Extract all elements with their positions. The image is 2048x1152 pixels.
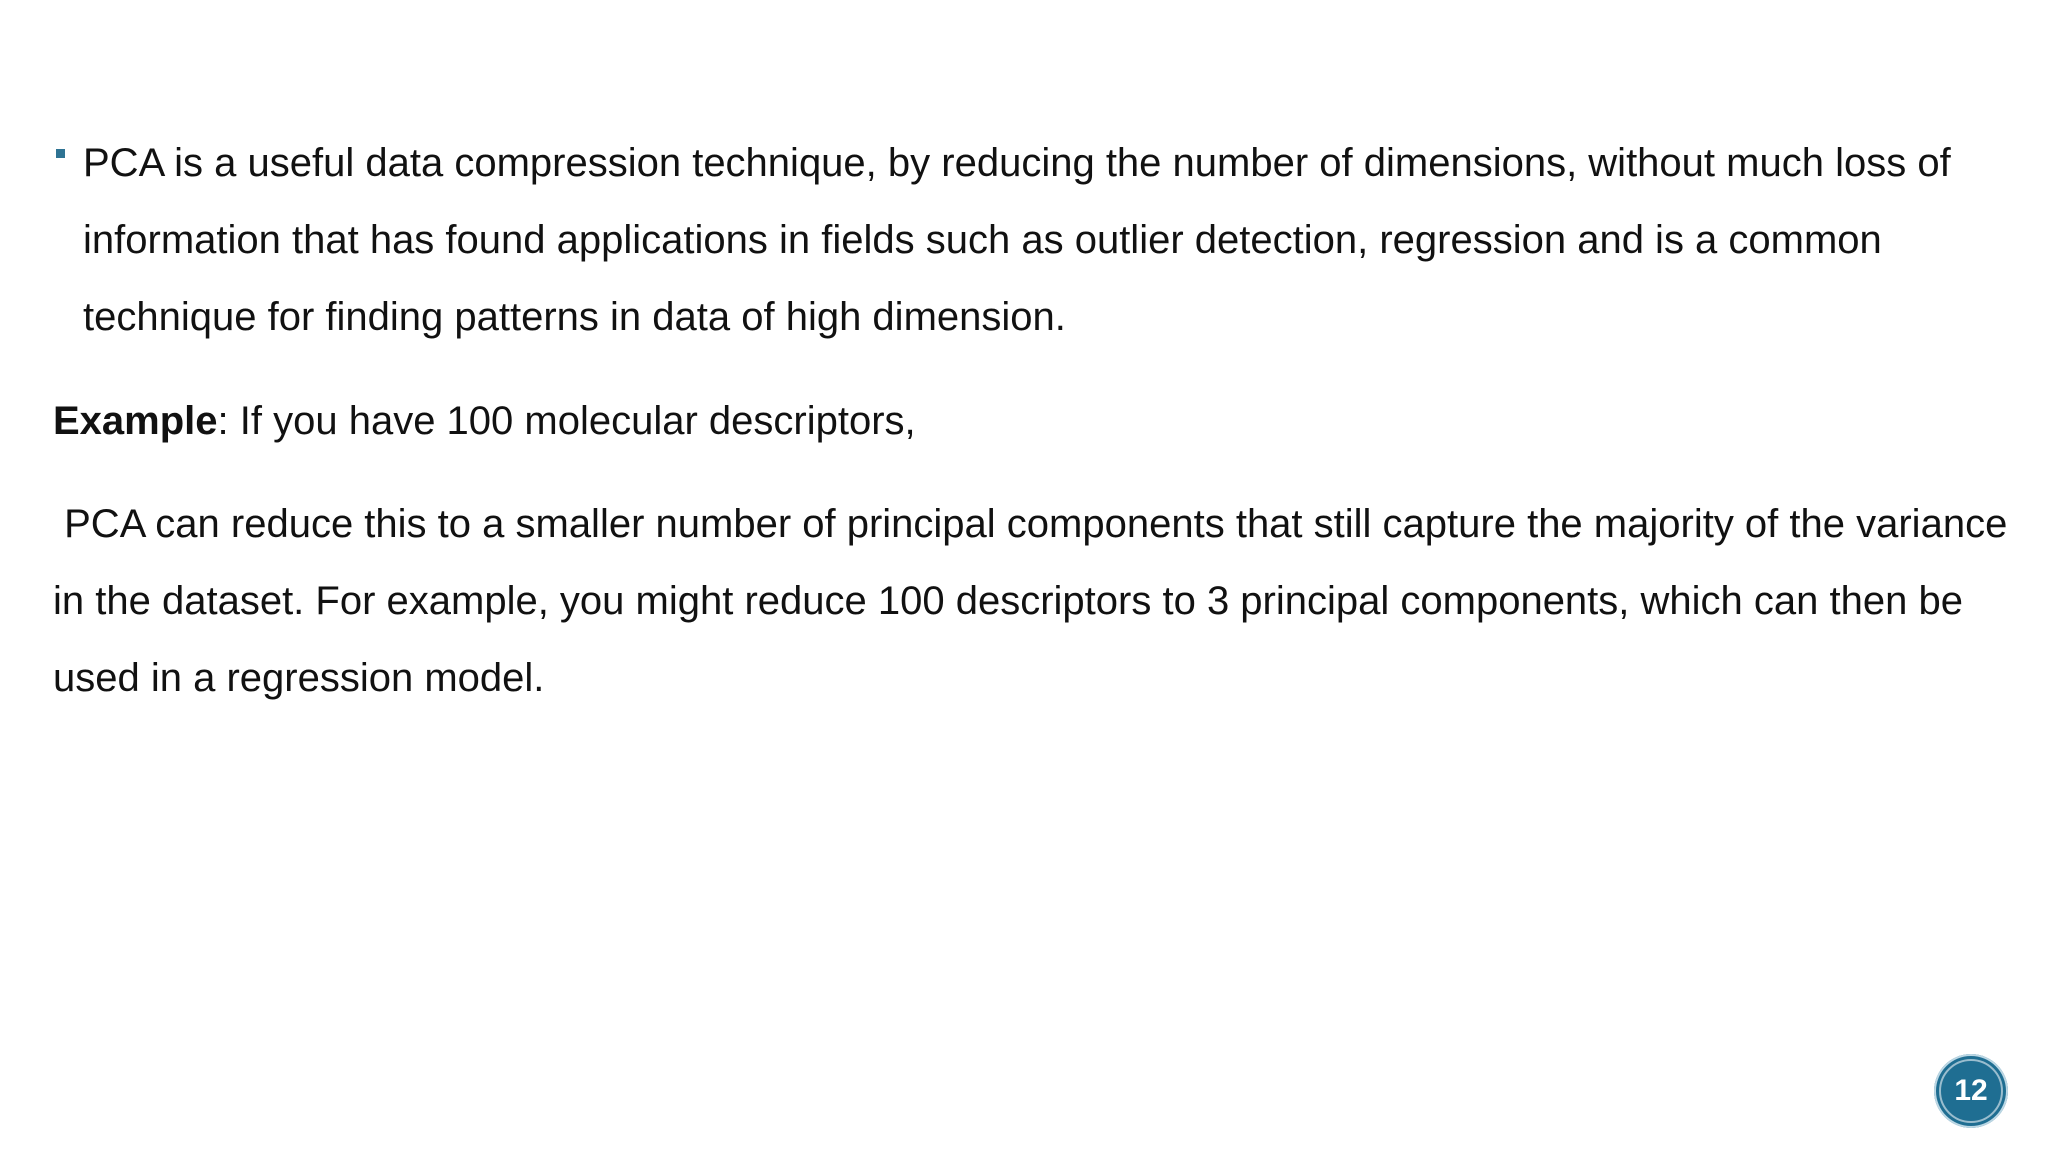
page-number-badge	[1934, 1054, 2008, 1128]
square-bullet-icon	[56, 149, 65, 158]
slide-content	[53, 125, 2013, 717]
bullet-text: PCA is a useful data compression technique, by reducing the number of dimensions, without much loss of information that has found applications in fields such as outlier detection, regression and is a common technique for finding patterns in data of high dimension.	[83, 141, 1951, 339]
example-text: : If you have 100 molecular descriptors,	[217, 399, 916, 443]
page-number: 12	[1954, 1074, 1988, 1107]
bullet-paragraph	[53, 125, 2013, 356]
example-label: Example	[53, 399, 218, 443]
body-paragraph	[53, 486, 2013, 717]
body-text: PCA can reduce this to a smaller number of principal components that still capture the majority of the variance in the dataset. For example, you might reduce 100 descriptors to 3 principal components, which can then be used in a regression model.	[53, 502, 2008, 700]
example-line	[53, 383, 2013, 460]
